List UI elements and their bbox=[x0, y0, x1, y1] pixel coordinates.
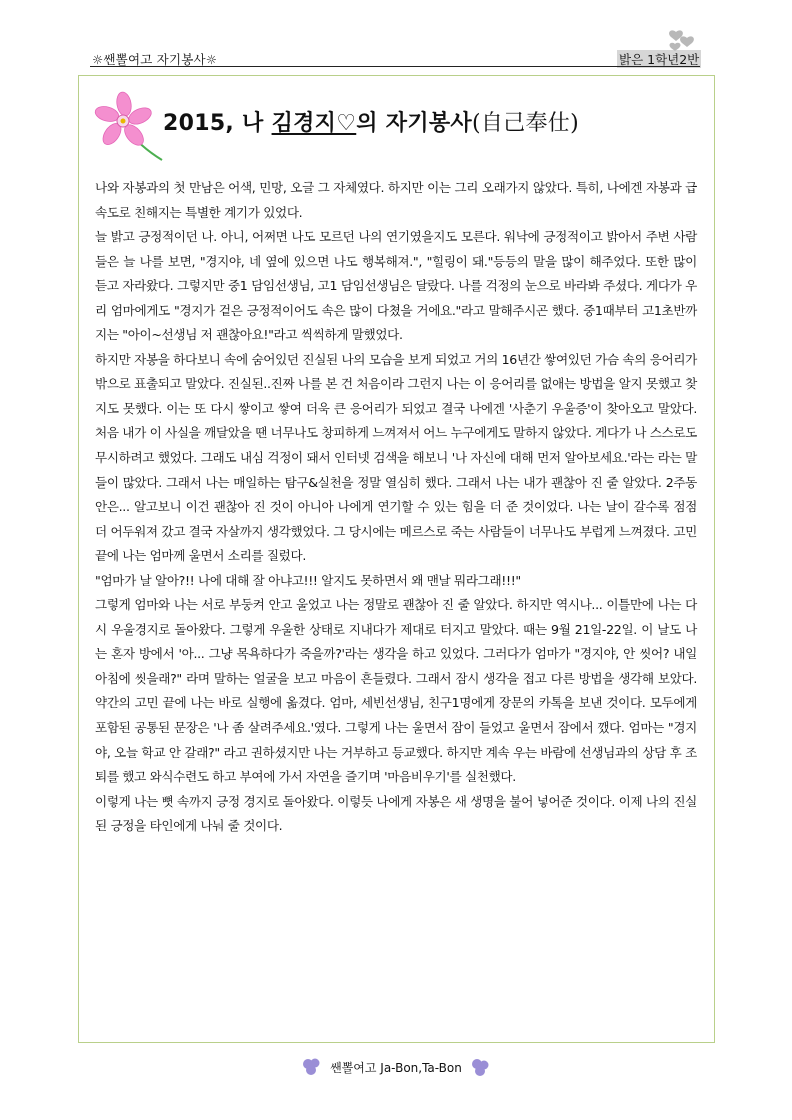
paragraph: 하지만 자봉을 하다보니 속에 숨어있던 진실된 나의 모습을 보게 되었고 거의 16년간 쌓여있던 가슴 속의 응어리가 밖으로 표출되고 말았다. 진실된..진짜 나를 본 건 처음이라 그런지 나는 이 응어리를 없애는 방법을 알지 못했고 찾지도 못했다. 이는 또 다시 쌓이고 쌓여 더욱 큰 응어리가 되었고 결국 나에겐 '사춘기 우울증'이 찾아오고 말았다. 처음 내가 이 사실을 깨달았을 땐 너무나도 창피하게 느껴져서 어느 누구에게도 말하지 않았다. 게다가 나 스스로도 무시하려고 했었다. 그래도 내심 걱정이 돼서 인터넷 검색을 해보니 '나 자신에 대해 먼저 알아보세요.'라는 라는 말들이 많았다. 그래서 나는 매일하는 탐구&실천을 정말 열심히 했다. 그래서 나는 내가 괜찮아 진 줄 알았다. 2주동안은... 알고보니 이건 괜찮아 진 것이 아니아 나에게 연기할 수 있는 힘을 더 준 것이었다. 나는 날이 갈수록 점점 더 어두워져 갔고 결국 자살까지 생각했었다. 그 당시에는 메르스로 죽는 사람들이 너무나도 부럽게 느껴졌다. 고민 끝에 나는 엄마께 울면서 소리를 질렀다. bbox=[95, 351, 697, 564]
header-class-label: 밝은 1학년2반 bbox=[619, 52, 700, 67]
cosmos-flower-icon bbox=[90, 88, 170, 168]
page-title bbox=[163, 106, 579, 137]
title-prefix: 2015, 나 bbox=[163, 111, 272, 136]
paragraph: 나와 자봉과의 첫 만남은 어색, 민망, 오글 그 자체였다. 하지만 이는 그리 오래가지 않았다. 특히, 나에겐 자봉과 급속도로 친해지는 특별한 계기가 있었다. bbox=[95, 180, 697, 220]
paragraph: 그렇게 엄마와 나는 서로 부둥켜 안고 울었고 나는 정말로 괜찮아 진 줄 알았다. 하지만 역시나... 이틀만에 나는 다시 우울경지로 돌아왔다. 그렇게 우울한 상태로 지내다가 제대로 터지고 말았다. 때는 9월 21일-22일. 이 날도 나는 혼자 방에서 '아... 그냥 목욕하다가 죽을까?'라는 생각을 하고 있었다. 그러다가 엄마가 "경지야, 안 씻어? 내일 아침에 씻을래?" 라며 말하는 얼굴을 보고 마음이 흔들렸다. 그래서 잠시 생각을 접고 다른 방법을 생각해 보았다. 약간의 고민 끝에 나는 바로 실행에 옮겼다. 엄마, 세빈선생님, 친구1명에게 장문의 카톡을 보낸 것이다. 모두에게 포함된 공통된 문장은 '나 좀 살려주세요.'였다. 그렇게 나는 울면서 잠이 들었고 울면서 잠에서 깼다. 엄마는 "경지야, 오늘 학교 안 갈래?" 라고 권하셨지만 나는 거부하고 등교했다. 하지만 계속 우는 바람에 선생님과의 상담 후 조퇴를 했고 와식수련도 하고 부여에 가서 자연을 즐기며 '마음비우기'를 실천했다. bbox=[95, 597, 697, 785]
header-divider bbox=[90, 66, 700, 67]
header-school-label: ☼쌘뽈여고 자기봉사☼ bbox=[92, 52, 218, 67]
flower-left-icon bbox=[302, 1058, 322, 1076]
paragraph: "엄마가 날 알아?!! 나에 대해 잘 아냐고!!! 알지도 못하면서 왜 맨날 뭐라그래!!!" bbox=[95, 572, 521, 588]
flower-right-icon bbox=[470, 1058, 490, 1076]
page-footer bbox=[0, 1058, 792, 1076]
paragraph: 늘 밝고 긍정적이던 나. 아니, 어쩌면 나도 모르던 나의 연기였을지도 모른다. 워낙에 긍정적이고 밝아서 주변 사람들은 늘 나를 보면, "경지야, 네 옆에 있으면 나도 행복해져.", "힐링이 돼."등등의 말을 많이 해주었다. 또한 많이 듣고 자라왔다. 그렇지만 중1 담임선생님, 고1 담임선생님은 달랐다. 나를 걱정의 눈으로 바라봐 주셨다. 게다가 우리 엄마에게도 "경지가 겉은 긍정적이어도 속은 많이 다쳤을 거에요."라고 말해주시곤 했다. 중1때부터 고1초반까지는 "아이~선생님 저 괜찮아요!"라고 씩씩하게 말했었다. bbox=[95, 229, 697, 343]
footer-text: 쌘뽈여고 Ja-Bon,Ta-Bon bbox=[330, 1060, 462, 1075]
title-hanja: (自己奉仕) bbox=[471, 111, 579, 136]
title-suffix: 의 자기봉사 bbox=[356, 111, 472, 136]
clover-icon bbox=[666, 28, 698, 56]
paragraph: 이렇게 나는 뼛 속까지 긍정 경지로 돌아왔다. 이렇듯 나에게 자봉은 새 생명을 불어 넣어준 것이다. 이제 나의 진실된 긍정을 타인에게 나눠 줄 것이다. bbox=[95, 793, 697, 834]
essay-body bbox=[95, 176, 697, 839]
title-name: 김경지♡ bbox=[271, 111, 357, 136]
